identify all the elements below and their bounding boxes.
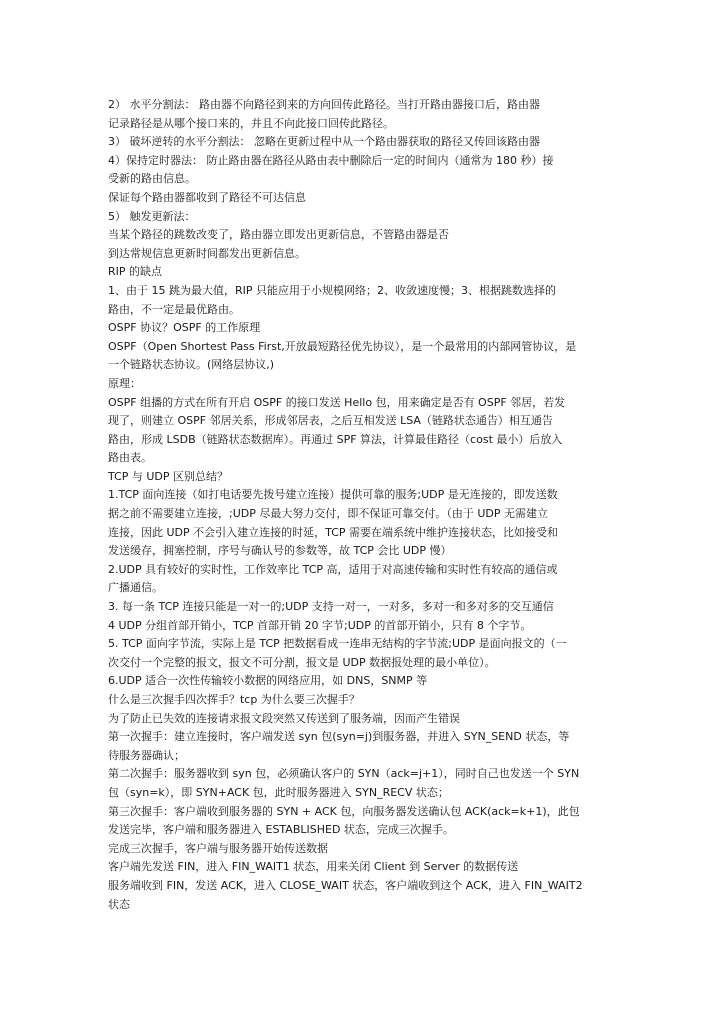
- text-line: 发送缓存，拥塞控制，序号与确认号的参数等，故 TCP 会比 UDP 慢）: [108, 544, 452, 558]
- text-line: 2.UDP 具有较好的实时性，工作效率比 TCP 高，适用于对高速传输和实时性有较高的通信或: [108, 562, 558, 576]
- text-line: 路由表。: [108, 451, 152, 465]
- text-line: 1、由于 15 跳为最大值，RIP 只能应用于小规模网络；2、收敛速度慢；3、根据跳数选择的: [108, 283, 557, 297]
- text-line: 当某个路径的跳数改变了，路由器立即发出更新信息，不管路由器是否: [108, 228, 449, 242]
- text-line: 发送完毕，客户端和服务器进入 ESTABLISHED 状态，完成三次握手。: [108, 823, 454, 837]
- text-line: 完成三次握手，客户端与服务器开始传送数据: [108, 841, 328, 855]
- text-line: 什么是三次握手四次挥手？tcp 为什么要三次握手？: [108, 693, 360, 706]
- text-line: 6.UDP 适合一次性传输较小数据的网络应用，如 DNS，SNMP 等: [108, 674, 428, 688]
- text-line: 第一次握手：建立连接时，客户端发送 syn 包(syn=j)到服务器，并进入 SYN_SEND 状态，等: [108, 730, 570, 744]
- text-line: RIP 的缺点: [108, 265, 163, 279]
- text-line: 5） 触发更新法：: [108, 209, 196, 223]
- text-line: OSPF 组播的方式在所有开启 OSPF 的接口发送 Hello 包，用来确定是否有 OSPF 邻居，若发: [108, 395, 566, 409]
- text-line: 状态: [108, 897, 130, 911]
- text-line: 连接，因此 UDP 不会引入建立连接的时延，TCP 需要在端系统中维护连接状态，比如接受和: [108, 525, 559, 539]
- text-line: OSPF 协议？OSPF 的工作原理: [108, 321, 261, 335]
- text-line: 据之前不需要建立连接，;UDP 尽最大努力交付，即不保证可靠交付。（由于 UDP 无需建立: [108, 507, 549, 521]
- text-line: 路由，形成 LSDB（链路状态数据库）。再通过 SPF 算法，计算最佳路径（cost 最小）后放入: [108, 432, 563, 446]
- text-line: 保证每个路由器都收到了路径不可达信息: [108, 190, 306, 204]
- text-line: 广播通信。: [108, 581, 163, 595]
- text-line: 为了防止已失效的连接请求报文段突然又传送到了服务端，因而产生错误: [108, 711, 460, 725]
- text-line: 次交付一个完整的报文，报文不可分割，报文是 UDP 数据报处理的最小单位）。: [108, 655, 496, 669]
- text-line: 现了，则建立 OSPF 邻居关系，形成邻居表，之后互相发送 LSA（链路状态通告）相互通告: [108, 414, 553, 428]
- text-line: 第三次握手：客户端收到服务器的 SYN + ACK 包，向服务器发送确认包 ACK(ack=k+1)，此包: [108, 804, 580, 818]
- text-line: TCP 与 UDP 区别总结？: [108, 469, 229, 483]
- text-line: 原理：: [108, 376, 141, 390]
- text-line: 3. 每一条 TCP 连接只能是一对一的;UDP 支持一对一，一对多，多对一和多对多的交互通信: [108, 600, 554, 614]
- text-line: 受新的路由信息。: [108, 172, 196, 186]
- text-line: 待服务器确认；: [108, 748, 185, 762]
- text-line: 记录路径是从哪个接口来的，并且不向此接口回传此路径。: [108, 116, 394, 130]
- text-line: 路由，不一定是最优路由。: [108, 302, 240, 316]
- text-line: 到达常规信息更新时间都发出更新信息。: [108, 246, 306, 260]
- text-line: 一个链路状态协议。(网络层协议,): [108, 358, 275, 372]
- text-line: OSPF（Open Shortest Pass First,开放最短路径优先协议），是一个最常用的内部网管协议，是: [108, 339, 577, 353]
- document-body: [108, 96, 608, 914]
- text-line: 3） 破坏逆转的水平分割法： 忽略在更新过程中从一个路由器获取的路径又传回该路由器: [108, 135, 540, 149]
- text-line: 5. TCP 面向字节流，实际上是 TCP 把数据看成一连串无结构的字节流;UDP 是面向报文的（一: [108, 637, 567, 651]
- text-line: 包（syn=k），即 SYN+ACK 包，此时服务器进入 SYN_RECV 状态；: [108, 785, 449, 799]
- text-line: 1.TCP 面向连接（如打电话要先拨号建立连接）提供可靠的服务;UDP 是无连接的，即发送数: [108, 488, 558, 502]
- text-line: 2） 水平分割法： 路由器不向路径到来的方向回传此路径。当打开路由器接口后，路由器: [108, 98, 540, 111]
- text-line: 第二次握手：服务器收到 syn 包，必须确认客户的 SYN（ack=j+1），同时自己也发送一个 SYN: [108, 767, 580, 781]
- text-line: 4 UDP 分组首部开销小，TCP 首部开销 20 字节;UDP 的首部开销小，只有 8 个字节。: [108, 618, 532, 632]
- text-line: 客户端先发送 FIN，进入 FIN_WAIT1 状态，用来关闭 Client 到 Server 的数据传送: [108, 860, 519, 874]
- text-line: 4）保持定时器法： 防止路由器在路径从路由表中删除后一定的时间内（通常为 180 秒）接: [108, 153, 554, 167]
- text-line: 服务端收到 FIN，发送 ACK，进入 CLOSE_WAIT 状态，客户端收到这个 ACK，进入 FIN_WAIT2: [108, 878, 583, 892]
